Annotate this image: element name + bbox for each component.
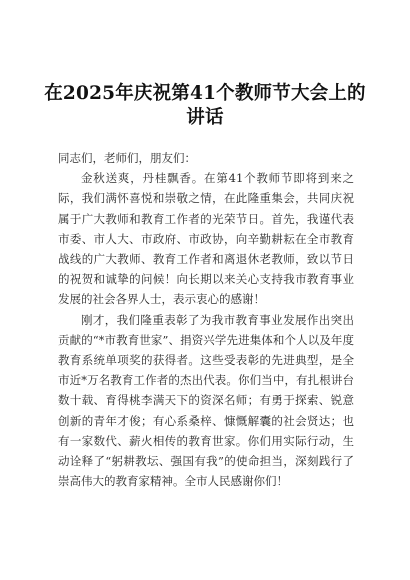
speech-body xyxy=(58,148,354,491)
page-title: 在2025年庆祝第41个教师节大会上的讲话 xyxy=(44,83,366,128)
salutation: 同志们，老师们，朋友们： xyxy=(58,151,196,165)
paragraph-opening: 金秋送爽，丹桂飘香。在第41个教师节即将到来之际，我们满怀喜悦和崇敬之情，在此隆重集会，共同庆祝属于广大教师和教育工作者的光荣节日。首先，我谨代表市委、市人大、市政府、市政协，向辛勤耕耘在全市教育战线的广大教师、教育工作者和离退休老教师，致以节日的祝贺和诚挚的问候！向长期以来关心支持我市教育事业发展的社会各界人士，表示衷心的感谢！ xyxy=(58,171,354,307)
paragraph-commendation: 刚才，我们隆重表彰了为我市教育事业发展作出突出贡献的“*市教育世家”、捐资兴学先进集体和个人以及年度教育系统单项奖的获得者。这些受表彰的先进典型，是全市近*万名教育工作者的杰出代表。你们当中，有扎根讲台数十载、育得桃李满天下的资深名师；有勇于探索、锐意创新的青年才俊；有心系桑梓、慷慨解囊的社会贤达；也有一家数代、薪火相传的教育世家。你们用实际行动，生动诠释了“躬耕教坛、强国有我”的使命担当，深刻践行了崇高伟大的教育家精神。全市人民感谢你们！ xyxy=(58,312,354,489)
